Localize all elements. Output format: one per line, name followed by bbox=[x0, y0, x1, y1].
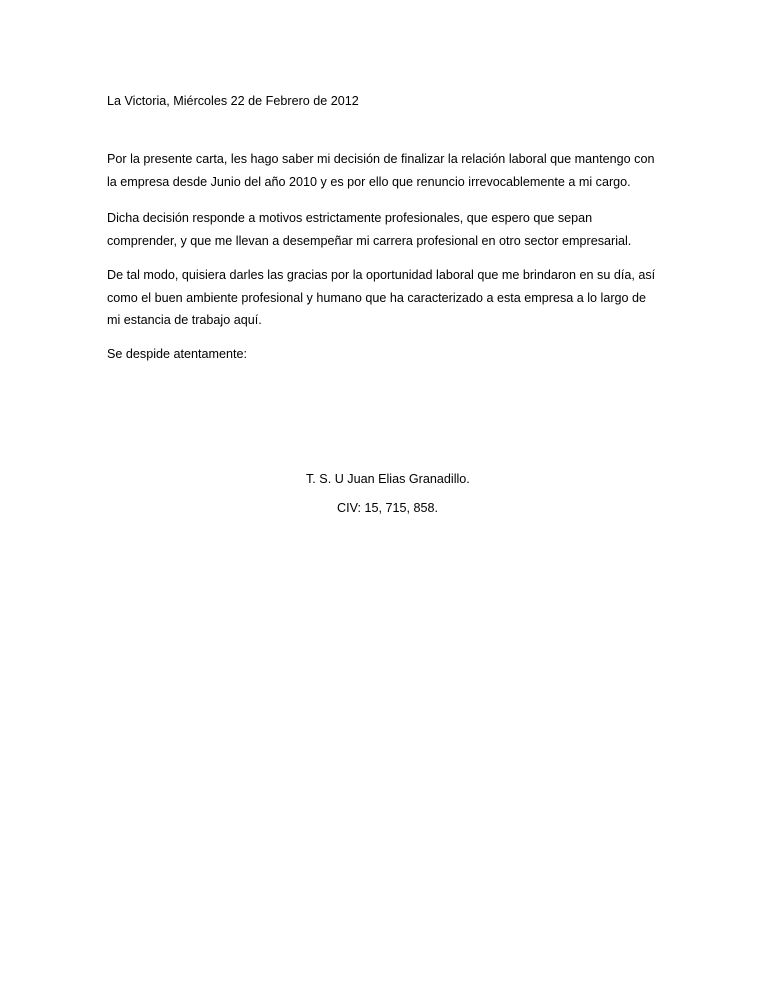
signature-id: CIV: 15, 715, 858. bbox=[337, 501, 439, 515]
paragraph-thanks bbox=[107, 264, 667, 332]
paragraph-line: De tal modo, quisiera darles las gracias por la oportunidad laboral que me brindaron en su día, así bbox=[107, 268, 656, 282]
signature-name: T. S. U Juan Elias Granadillo. bbox=[306, 472, 470, 486]
paragraph-line: Dicha decisión responde a motivos estrictamente profesionales, que espero que sepan bbox=[107, 211, 593, 225]
date-line: La Victoria, Miércoles 22 de Febrero de 2012 bbox=[107, 94, 359, 108]
paragraph-reasons bbox=[107, 207, 667, 252]
paragraph-line: comprender, y que me llevan a desempeñar mi carrera profesional en otro sector empresarial. bbox=[107, 233, 632, 248]
paragraph-line: mi estancia de trabajo aquí. bbox=[107, 313, 262, 327]
closing-line: Se despide atentamente: bbox=[107, 347, 248, 361]
paragraph-line: Por la presente carta, les hago saber mi decisión de finalizar la relación laboral que mantengo con bbox=[107, 152, 655, 166]
paragraph-line: como el buen ambiente profesional y humano que ha caracterizado a esta empresa a lo largo de bbox=[107, 290, 647, 305]
paragraph-line: la empresa desde Junio del año 2010 y es por ello que renuncio irrevocablemente a mi cargo. bbox=[107, 174, 631, 189]
paragraph-resignation bbox=[107, 148, 667, 193]
